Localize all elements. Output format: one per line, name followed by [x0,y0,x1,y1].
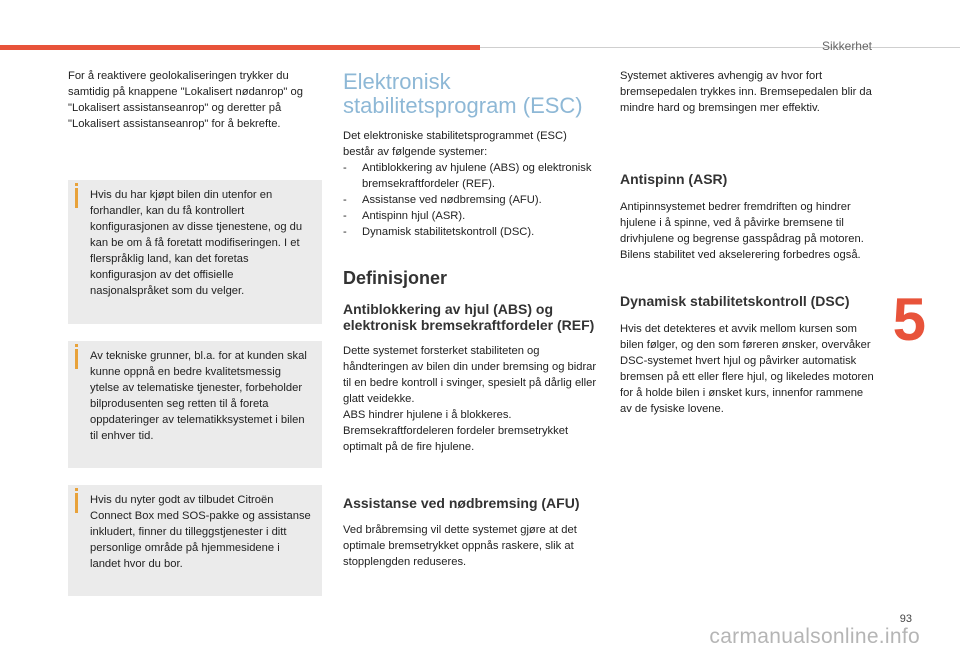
brake-assist-paragraph: Systemet aktiveres avhengig av hvor fort bremsepedalen trykkes inn. Bremsepedalen blir da mindre hard og bremsingen mer effektiv. [620,70,872,114]
dsc-paragraph: Hvis det detekteres et avvik mellom kursen som bilen følger, og den som føreren ønsker, overvåker DSC-systemet hvert hjul og påvirker automatisk bremsen på ett eller flere hjul, og likeledes motoren for å holde bilen i ønsket kurs, innenfor rammene av de fysiske lovene. [620,323,874,415]
section-label: Sikkerhet [821,39,872,53]
geolocation-paragraph: For å reaktivere geolokaliseringen trykker du samtidig på knappene "Lokalisert nødanrop" og "Lokalisert assistanseanrop" og deretter på "Lokalisert assistanseanrop" for å bekrefte. [68,70,303,130]
list-item: - Dynamisk stabilitetskontroll (DSC). [343,224,599,240]
esc-systems-list [343,160,599,240]
info-box-updates [68,341,322,468]
esc-title: Elektronisk stabilitetsprogram (ESC) [343,69,583,118]
abs-heading: Antiblokkering av hjul (ABS) og elektronisk bremsekraftfordeler (REF) [343,301,595,333]
header-rule [480,47,960,48]
definitions-heading: Definisjoner [343,268,448,288]
left-column [68,68,322,596]
info-text: Hvis du nyter godt av tilbudet Citroën Connect Box med SOS-pakke og assistanse inkludert, finner du tilleggstjenester i ditt personlige område på hjemmesidene i landet hvor du bor. [90,494,311,570]
info-icon [75,493,78,513]
info-icon [75,188,78,208]
list-item: - Assistanse ved nødbremsing (AFU). [343,192,599,208]
abs-paragraph: Dette systemet forsterket stabiliteten og håndteringen av bilen din under bremsing og bidrar til en bedre kontroll i svinger, spesielt på dårlig eller glatt veidekke. [343,345,597,405]
esc-lead: Det elektroniske stabilitetsprogrammet (ESC) består av følgende systemer: [343,130,567,158]
info-icon [75,349,78,369]
right-column [620,68,876,417]
page-number: 93 [899,613,912,625]
header-accent-bar [0,45,480,50]
info-box-connect-box [68,485,322,596]
dsc-heading: Dynamisk stabilitetskontroll (DSC) [620,293,850,309]
abs-paragraph: Bremsekraftfordeleren fordeler bremsetrykket optimalt på de fire hjulene. [343,425,569,453]
watermark: carmanualsonline.info [709,625,920,648]
abs-paragraph: ABS hindrer hjulene i å blokkeres. [343,409,512,421]
list-item: - Antiblokkering av hjulene (ABS) og elektronisk bremsekraftfordeler (REF). [343,160,599,192]
chapter-number: 5 [892,286,926,353]
list-item: - Antispinn hjul (ASR). [343,208,599,224]
info-box-dealer [68,180,322,324]
middle-column [343,70,599,570]
afu-paragraph: Ved bråbremsing vil dette systemet gjøre at det optimale bremsetrykket oppnås raskere, slik at stopplengden reduseres. [343,524,577,568]
asr-heading: Antispinn (ASR) [620,171,728,187]
info-text: Hvis du har kjøpt bilen din utenfor en forhandler, kan du få kontrollert konfigurasjonen av disse tjenestene, og du kan be om å få foretatt modifiseringen. I et flerspråklig land, kan det foretas konfigurasjon av det offisielle nasjonalspråket som du velger. [90,189,303,297]
asr-paragraph: Antipinnsystemet bedrer fremdriften og hindrer hjulene i å spinne, ved å påvirke bremsene til drivhjulene og begrense gasspådrag på motoren. Bilens stabilitet ved akselerering forbedres også. [620,201,864,261]
afu-heading: Assistanse ved nødbremsing (AFU) [343,495,580,511]
info-text: Av tekniske grunner, bl.a. for at kunden skal kunne oppnå en bedre kvalitetsmessig ytelse av telematiske tjenester, forbeholder bilprodusenten seg retten til å foreta oppdateringer av telematikksystemet i bilen til enhver tid. [90,350,307,442]
